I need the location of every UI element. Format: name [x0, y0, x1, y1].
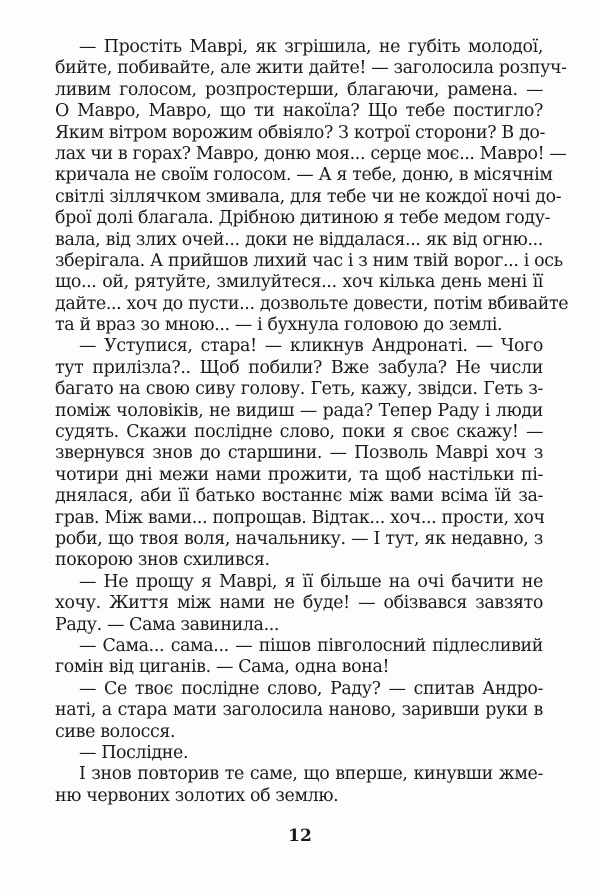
text-line: багато на свою сиву голову. Геть, кажу, звідси. Геть з-: [55, 379, 543, 400]
text-line: зберігала. А прийшов лихий час і з ним твій ворог... і ось: [55, 250, 563, 271]
text-line: Раду. — Сама завинила...: [55, 614, 280, 635]
text-line: чотири дні межи нами прожити, та щоб настільки пі-: [55, 464, 543, 485]
text-line: звернувся знов до старшини. — Позволь Маврі хоч з: [55, 443, 543, 464]
text-line: що... ой, рятуйте, змилуйтеся... хоч кілька день мені її: [55, 272, 543, 293]
text-line: — Уступися, стара! — кликнув Андронаті. — Чого: [79, 336, 543, 357]
page-body-text: [55, 37, 569, 807]
text-line: покорою знов схилився.: [55, 550, 270, 571]
page-number: 12: [288, 826, 312, 846]
text-line: — Простіть Маврі, як згрішила, не губіть молодої,: [79, 37, 543, 57]
text-line: ню червоних золотих об землю.: [55, 785, 339, 806]
text-line: дайте... хоч до пусти... дозвольте довести, потім вбивайте: [55, 293, 569, 314]
text-line: І знов повторив те саме, що вперше, кинувши жме-: [79, 764, 543, 785]
text-line: гомін від циганів. — Сама, одна вона!: [55, 657, 390, 678]
text-line: вала, від злих очей... доки не віддалася... як від огню...: [55, 229, 543, 250]
text-line: — Се твоє послідне слово, Раду? — спитав Андро-: [79, 678, 543, 699]
text-line: днялася, аби її батько востаннє між вами всіма їй за-: [55, 486, 543, 507]
text-line: сиве волосся.: [55, 721, 176, 742]
text-line: ливим голосом, розпростерши, благаючи, рамена. —: [55, 79, 543, 100]
text-line: — Сама... сама... — пішов півголосний підлесливий: [79, 635, 543, 656]
text-line: кричала не своїм голосом. — А я тебе, доню, в місячнім: [55, 165, 553, 186]
text-line: поміж чоловіків, не видиш — рада? Тепер Раду і люди: [55, 400, 543, 421]
text-line: світлі зіллячком змивала, для тебе чи не кождої ночі до-: [55, 186, 562, 207]
text-line: тут прилізла?.. Щоб побили? Вже забула? Не числи: [55, 357, 543, 378]
text-line: — Не прощу я Маврі, я її більше на очі бачити не: [79, 571, 543, 592]
text-line: О Мавро, Мавро, що ти накоїла? Що тебе постигло?: [55, 101, 543, 122]
text-line: брої долі благала. Дрібною дитиною я тебе медом году-: [55, 208, 551, 229]
text-line: та й враз зо мною... — і бухнула головою до землі.: [55, 315, 503, 336]
text-line: Яким вітром ворожим обвіяло? З котрої сторони? В до-: [55, 122, 545, 143]
text-line: — Послідне.: [79, 742, 189, 763]
text-line: судять. Скажи послідне слово, поки я своє скажу! —: [55, 422, 543, 443]
text-line: наті, а стара мати заголосила наново, заривши руки в: [55, 700, 543, 721]
text-line: лах чи в горах? Мавро, доню моя... серце моє... Мавро! —: [55, 143, 567, 164]
text-line: грав. Між вами... попрощав. Відтак... хоч... прости, хоч: [55, 507, 545, 528]
text-line: роби, що твоя воля, начальнику. — І тут, як недавно, з: [55, 528, 543, 549]
text-line: хочу. Життя між нами не буде! — обізвався завзято: [55, 593, 543, 614]
text-line: бийте, побивайте, але жити дайте! — заголосила розпуч-: [55, 58, 567, 79]
